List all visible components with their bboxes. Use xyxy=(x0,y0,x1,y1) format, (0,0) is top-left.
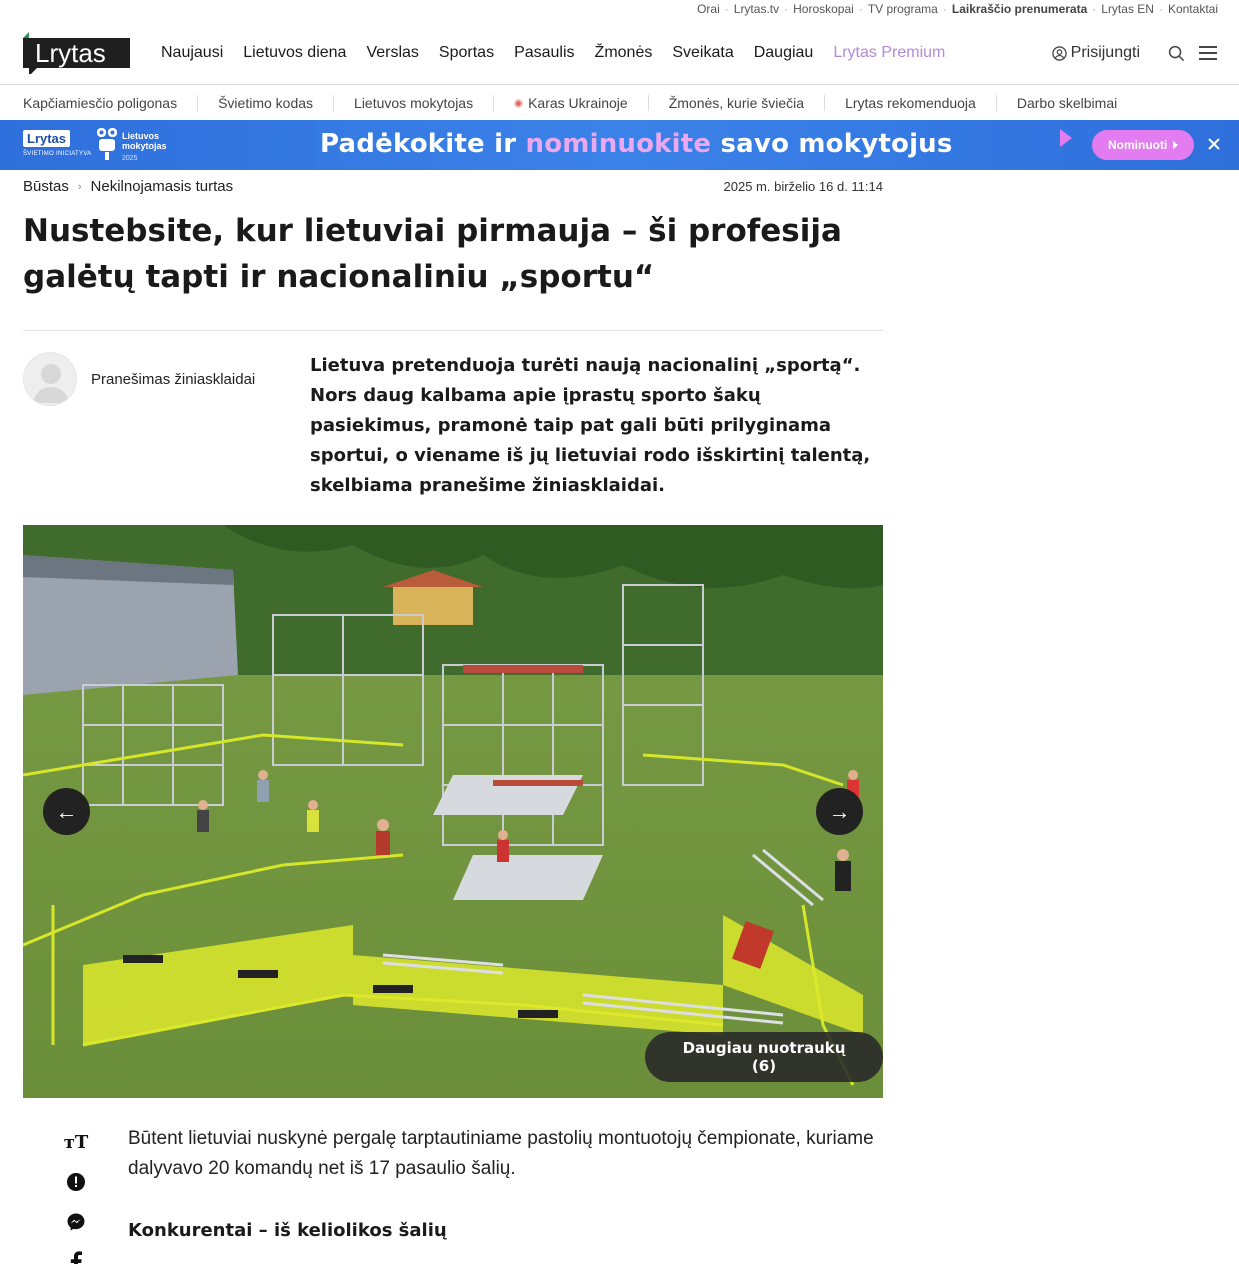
play-arrow-icon xyxy=(1173,141,1178,149)
login-button[interactable] xyxy=(1052,44,1140,62)
utility-link-tv[interactable]: Lrytas.tv xyxy=(733,2,780,16)
photo-prev-button[interactable] xyxy=(43,788,90,835)
nav-world[interactable]: Pasaulis xyxy=(514,44,575,61)
banner-logo-subtitle: ŠVIETIMO INICIATYVA xyxy=(23,151,92,157)
separator: · xyxy=(1158,2,1163,16)
login-label: Prisijungti xyxy=(1070,44,1140,61)
nav-health[interactable]: Sveikata xyxy=(672,44,734,61)
scaffolding-competition-photo xyxy=(23,525,883,1098)
nav-people[interactable]: Žmonės xyxy=(594,44,653,61)
hamburger-icon xyxy=(1199,46,1217,60)
facebook-icon xyxy=(69,1251,83,1264)
utility-link-weather[interactable]: Orai xyxy=(697,2,720,16)
play-triangle-icon xyxy=(1060,129,1072,147)
article-photo[interactable] xyxy=(23,525,883,1098)
author-block xyxy=(23,352,255,406)
banner-headline xyxy=(320,129,953,159)
text-size-icon: тT xyxy=(63,1131,89,1153)
nav-premium[interactable]: Lrytas Premium xyxy=(833,44,946,61)
nav-sports[interactable]: Sportas xyxy=(438,44,495,61)
messenger-share-button[interactable] xyxy=(66,1202,86,1242)
alert-icon xyxy=(66,1172,86,1192)
nominate-button[interactable] xyxy=(1092,130,1194,160)
photo-next-button[interactable] xyxy=(816,788,863,835)
promo-banner[interactable] xyxy=(0,120,1239,170)
arrow-right-icon: → xyxy=(828,798,851,824)
report-button[interactable] xyxy=(66,1162,86,1202)
menu-button[interactable] xyxy=(1199,46,1217,60)
search-icon xyxy=(1168,45,1185,62)
author-name[interactable]: Pranešimas žiniasklaidai xyxy=(91,370,256,388)
separator: · xyxy=(1092,2,1097,16)
breadcrumb xyxy=(23,178,233,195)
lrytas-logo[interactable] xyxy=(23,32,130,74)
banner-logo-text: Lrytas xyxy=(23,130,70,147)
topic-kapciamiestis[interactable]: Kapčiamiesčio poligonas xyxy=(23,95,198,111)
utility-bar xyxy=(0,0,1239,18)
banner-headline-post: savo mokytojus xyxy=(711,129,953,159)
chevron-right-icon: › xyxy=(77,180,82,193)
nav-lithuania-day[interactable]: Lietuvos diena xyxy=(243,44,347,61)
nav-business[interactable]: Verslas xyxy=(366,44,419,61)
topic-education-code[interactable]: Švietimo kodas xyxy=(218,95,334,111)
messenger-icon xyxy=(66,1212,86,1232)
topic-people-who-shine[interactable]: Žmonės, kurie šviečia xyxy=(669,95,825,111)
default-avatar-icon xyxy=(24,353,77,406)
banner-teacher-line2: mokytojas xyxy=(122,141,167,151)
divider xyxy=(23,330,883,331)
nominate-label: Nominuoti xyxy=(1108,138,1168,152)
article-lead: Lietuva pretenduoja turėti naują nacionalinį „sportą“. Nors daug kalbama apie įprastų sporto šakų pasiekimus, pramonė taip pat gali būti prilyginama sportui, o viename iš jų lietuviai rodo išskirtinį talentą, skelbiama pranešime žiniasklaidai. xyxy=(310,355,871,496)
main-nav xyxy=(161,44,965,62)
nav-more[interactable]: Daugiau xyxy=(753,44,814,61)
article-date: 2025 m. birželio 16 d. 11:14 xyxy=(723,179,883,194)
banner-logo xyxy=(23,130,92,157)
separator: · xyxy=(858,2,863,16)
live-dot-icon xyxy=(514,99,523,108)
banner-teacher-logo xyxy=(122,131,167,164)
article-title: Nustebsite, kur lietuviai pirmauja – ši profesija galėtų tapti ir nacionaliniu „sportu“ xyxy=(23,213,842,295)
separator: · xyxy=(784,2,789,16)
banner-headline-pre: Padėkokite ir xyxy=(320,129,526,159)
topic-lithuanian-teacher[interactable]: Lietuvos mokytojas xyxy=(354,95,494,111)
topic-job-ads[interactable]: Darbo skelbimai xyxy=(1016,95,1118,111)
separator: · xyxy=(942,2,947,16)
close-icon[interactable] xyxy=(1205,135,1223,153)
more-photos-button[interactable]: Daugiau nuotraukų (6) xyxy=(645,1032,883,1082)
main-header xyxy=(0,24,1239,85)
facebook-share-button[interactable] xyxy=(69,1242,83,1264)
banner-headline-highlight: nominuokite xyxy=(525,129,712,159)
search-button[interactable] xyxy=(1168,45,1185,62)
topic-war-ukraine-label: Karas Ukrainoje xyxy=(528,95,628,111)
topic-recommends[interactable]: Lrytas rekomenduoja xyxy=(845,95,997,111)
topic-war-ukraine[interactable] xyxy=(514,95,649,111)
header-actions xyxy=(1052,44,1217,62)
owl-icon xyxy=(96,126,118,164)
logo-text: Lrytas xyxy=(35,38,106,68)
topic-nav xyxy=(0,86,1239,120)
article-tools xyxy=(62,1122,90,1264)
user-icon xyxy=(1052,46,1067,61)
article-subheading: Konkurentai – iš keliolikos šalių xyxy=(128,1220,447,1241)
separator: · xyxy=(724,2,729,16)
banner-teacher-line1: Lietuvos xyxy=(122,131,160,141)
avatar xyxy=(23,352,77,406)
utility-link-subscription[interactable]: Laikraščio prenumerata xyxy=(951,2,1088,16)
utility-link-english[interactable]: Lrytas EN xyxy=(1101,2,1154,16)
banner-teacher-year: 2025 xyxy=(122,155,138,162)
utility-link-horoscopes[interactable]: Horoskopai xyxy=(793,2,854,16)
breadcrumb-item[interactable]: Nekilnojamasis turtas xyxy=(90,178,234,195)
article-paragraph: Būtent lietuviai nuskynė pergalę tarptautiniame pastolių montuotojų čempionate, kuriame dalyvavo 20 komandų net iš 17 pasaulio šalių. xyxy=(128,1128,874,1179)
nav-latest[interactable]: Naujausi xyxy=(161,44,224,61)
utility-link-tv-program[interactable]: TV programa xyxy=(867,2,938,16)
breadcrumb-item[interactable]: Būstas xyxy=(23,178,69,195)
utility-link-contacts[interactable]: Kontaktai xyxy=(1167,2,1218,16)
text-size-button[interactable] xyxy=(64,1122,89,1162)
arrow-left-icon: ← xyxy=(55,798,78,824)
